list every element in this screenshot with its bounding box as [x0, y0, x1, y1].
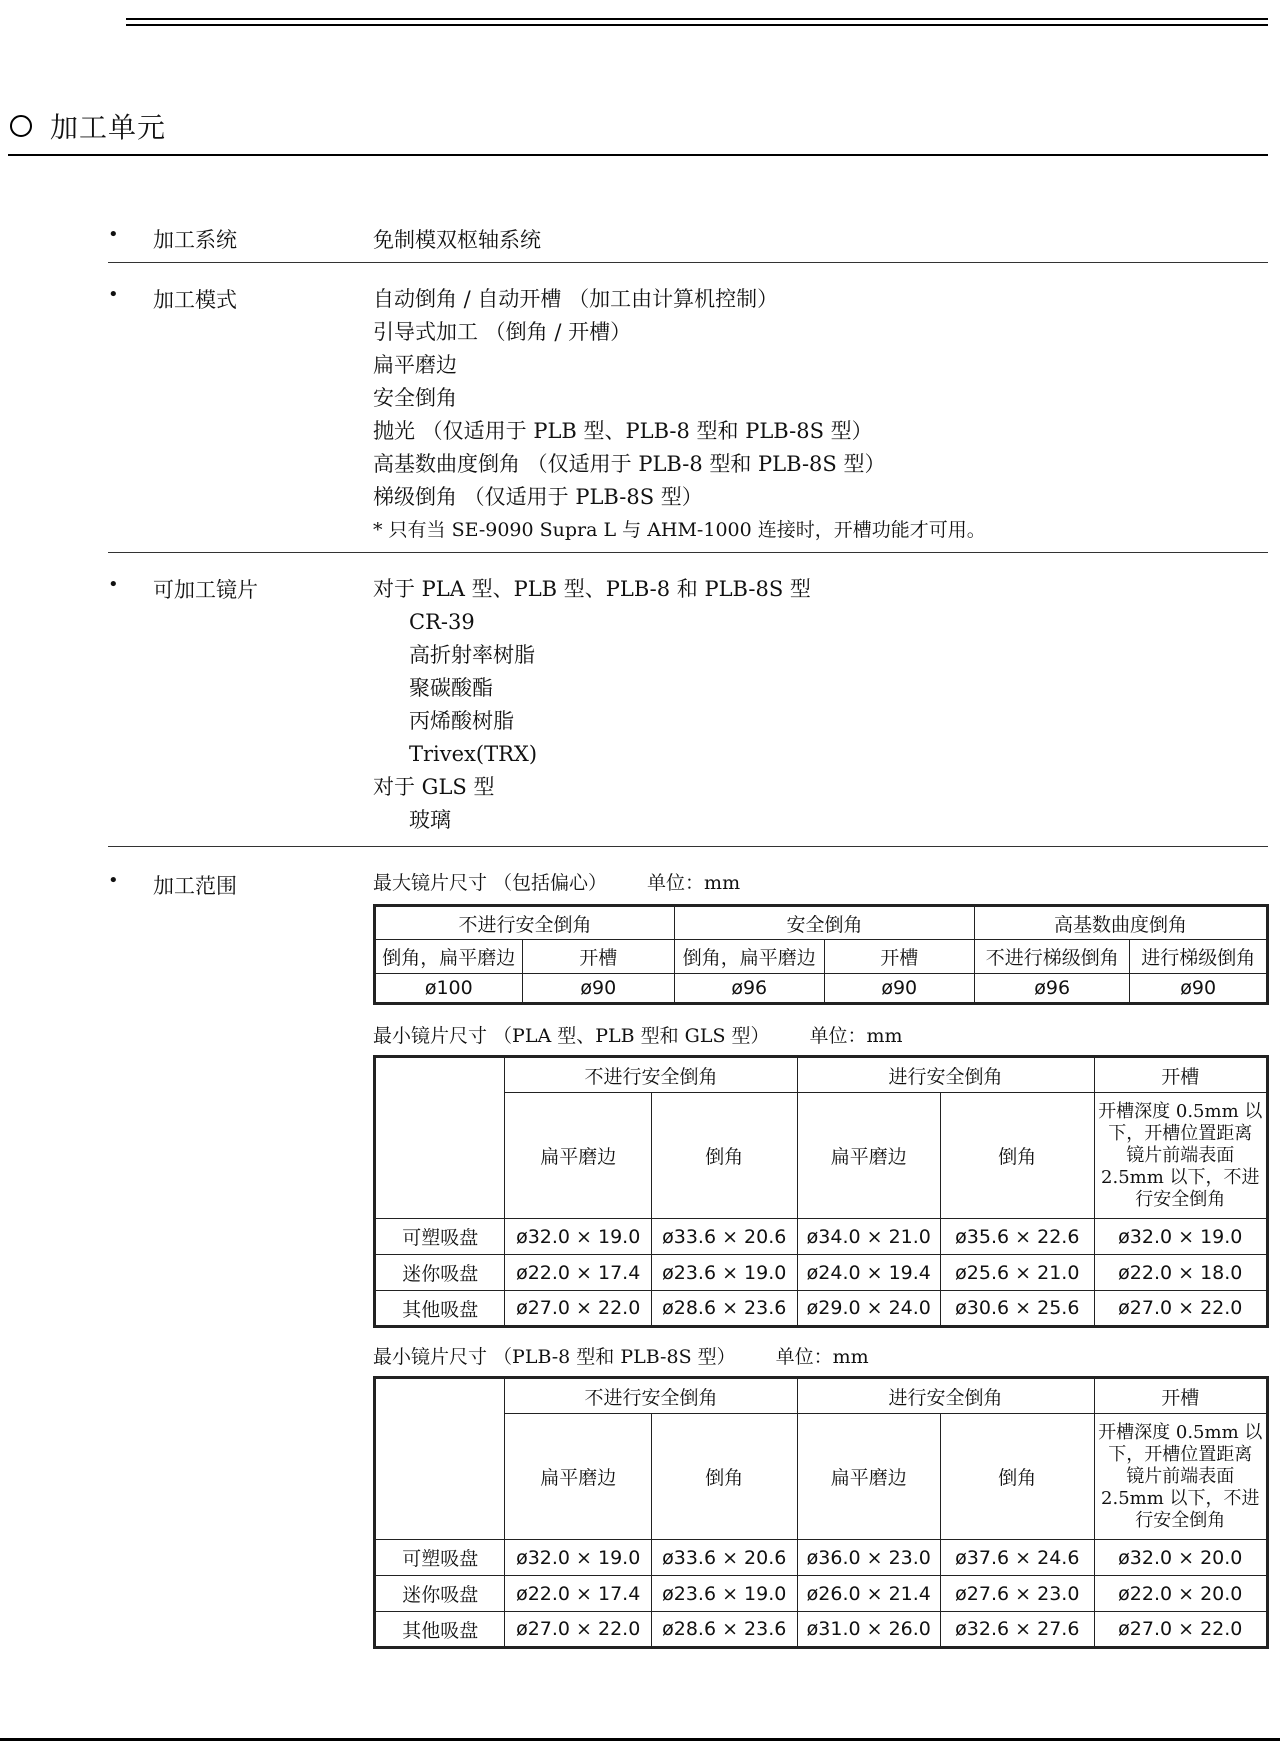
mode-item: 梯级倒角 （仅适用于 PLB-8S 型）: [373, 485, 703, 509]
sub-header: 进行梯级倒角: [1130, 940, 1268, 974]
table-cell: ø23.6 × 19.0: [651, 1576, 797, 1612]
table-cell: ø100: [375, 974, 523, 1004]
caption-text: 最小镜片尺寸 （PLB-8 型和 PLB-8S 型）: [373, 1346, 736, 1368]
mode-item: 安全倒角: [373, 386, 457, 410]
table-cell: ø90: [1130, 974, 1268, 1004]
bullet-icon: •: [108, 574, 119, 595]
corner-cell: [375, 1057, 505, 1219]
caption-text: 最大镜片尺寸 （包括偏心）: [373, 872, 608, 894]
min-table-1-caption: [373, 1021, 1269, 1051]
groove-note-line: 开槽深度 0.5mm 以: [1098, 1421, 1263, 1443]
group-header: 不进行安全倒角: [375, 906, 675, 940]
table-cell: ø27.0 × 22.0: [1094, 1291, 1267, 1327]
table-cell: ø96: [974, 974, 1129, 1004]
bullet-icon: •: [108, 284, 119, 305]
table-cell: ø32.0 × 20.0: [1094, 1540, 1267, 1576]
group-header: 进行安全倒角: [797, 1057, 1094, 1093]
groove-note-line: 开槽深度 0.5mm 以: [1098, 1100, 1263, 1122]
mode-item: 扁平磨边: [373, 353, 457, 377]
spec-label: 加工模式: [153, 288, 237, 312]
group-header: 进行安全倒角: [797, 1378, 1094, 1414]
groove-note-line: 下，开槽位置距离: [1108, 1443, 1253, 1465]
group-header: 不进行安全倒角: [505, 1057, 797, 1093]
spec-value: 免制模双枢轴系统: [373, 228, 541, 252]
caption-unit: 单位：mm: [647, 872, 741, 894]
spec-label: 可加工镜片: [153, 578, 258, 602]
row-header: 迷你吸盘: [375, 1255, 505, 1291]
group-header: 不进行安全倒角: [505, 1378, 797, 1414]
row-header: 可塑吸盘: [375, 1219, 505, 1255]
min-table-2-caption: [373, 1342, 1269, 1372]
group-header: 安全倒角: [675, 906, 975, 940]
table-cell: ø37.6 × 24.6: [941, 1540, 1094, 1576]
table-cell: ø22.0 × 18.0: [1094, 1255, 1267, 1291]
groove-note: [1094, 1093, 1267, 1219]
sub-header: 倒角，扁平磨边: [375, 940, 523, 974]
caption-unit: 单位：mm: [809, 1025, 903, 1047]
row-header: 迷你吸盘: [375, 1576, 505, 1612]
table-cell: ø32.6 × 27.6: [941, 1612, 1094, 1648]
groove-note: [1094, 1414, 1267, 1540]
table-cell: ø25.6 × 21.0: [941, 1255, 1094, 1291]
modes-list: [373, 284, 986, 548]
sub-header: 倒角: [941, 1414, 1094, 1540]
table-cell: ø32.0 × 19.0: [505, 1219, 652, 1255]
table-cell: ø32.0 × 19.0: [505, 1540, 652, 1576]
table-cell: ø33.6 × 20.6: [651, 1540, 797, 1576]
sub-header: 开槽: [522, 940, 674, 974]
groove-note-line: 下，开槽位置距离: [1108, 1122, 1253, 1144]
lens-group-title: 对于 PLA 型、PLB 型、PLB-8 和 PLB-8S 型: [373, 577, 811, 601]
mode-item: 自动倒角 / 自动开槽 （加工由计算机控制）: [373, 287, 779, 311]
min-size-table-2: [373, 1376, 1269, 1649]
group-header: 开槽: [1094, 1378, 1267, 1414]
table-cell: ø35.6 × 22.6: [941, 1219, 1094, 1255]
table-cell: ø27.6 × 23.0: [941, 1576, 1094, 1612]
lens-item: Trivex(TRX): [409, 742, 538, 766]
max-size-table: [373, 904, 1269, 1005]
row-header: 其他吸盘: [375, 1291, 505, 1327]
mode-item: 引导式加工 （倒角 / 开槽）: [373, 320, 632, 344]
table-cell: ø36.0 × 23.0: [797, 1540, 941, 1576]
table-cell: ø29.0 × 24.0: [797, 1291, 941, 1327]
lens-item: CR-39: [409, 610, 475, 634]
groove-note-line: 2.5mm 以下，不进: [1101, 1166, 1260, 1188]
table-row: [375, 1291, 1268, 1327]
table-cell: ø32.0 × 19.0: [1094, 1219, 1267, 1255]
min-size-table-1: [373, 1055, 1269, 1328]
table-cell: ø28.6 × 23.6: [651, 1612, 797, 1648]
lens-group-title: 对于 GLS 型: [373, 775, 495, 799]
table-cell: ø27.0 × 22.0: [1094, 1612, 1267, 1648]
table-cell: ø96: [675, 974, 824, 1004]
sub-header: 扁平磨边: [505, 1093, 652, 1219]
table-row: [375, 1255, 1268, 1291]
table-cell: ø24.0 × 19.4: [797, 1255, 941, 1291]
table-cell: ø22.0 × 17.4: [505, 1255, 652, 1291]
table-cell: ø33.6 × 20.6: [651, 1219, 797, 1255]
bullet-icon: •: [108, 870, 119, 891]
lenses-list: [373, 574, 811, 838]
sub-header: 扁平磨边: [505, 1414, 652, 1540]
circle-bullet-icon: [10, 115, 32, 137]
lens-item: 玻璃: [409, 808, 451, 832]
table-cell: ø34.0 × 21.0: [797, 1219, 941, 1255]
lens-item: 丙烯酸树脂: [409, 709, 514, 733]
row-header: 其他吸盘: [375, 1612, 505, 1648]
title-rule: [8, 154, 1268, 156]
sub-header: 开槽: [824, 940, 974, 974]
max-table-caption: [373, 868, 1269, 898]
mode-note: * 只有当 SE-9090 Supra L 与 AHM-1000 连接时，开槽功能才可用。: [373, 519, 986, 541]
caption-text: 最小镜片尺寸 （PLA 型、PLB 型和 GLS 型）: [373, 1025, 770, 1047]
sub-header: 倒角: [651, 1093, 797, 1219]
table-cell: ø90: [522, 974, 674, 1004]
spec-label: 加工系统: [153, 228, 237, 252]
groove-note-line: 行安全倒角: [1135, 1509, 1226, 1531]
table-cell: ø22.0 × 20.0: [1094, 1576, 1267, 1612]
mode-item: 抛光 （仅适用于 PLB 型、PLB-8 型和 PLB-8S 型）: [373, 419, 873, 443]
table-row: [375, 1219, 1268, 1255]
table-row: [375, 1612, 1268, 1648]
lens-item: 聚碳酸酯: [409, 676, 493, 700]
table-cell: ø30.6 × 25.6: [941, 1291, 1094, 1327]
section-title: [10, 106, 166, 146]
table-cell: ø28.6 × 23.6: [651, 1291, 797, 1327]
corner-cell: [375, 1378, 505, 1540]
table-cell: ø22.0 × 17.4: [505, 1576, 652, 1612]
groove-note-line: 2.5mm 以下，不进: [1101, 1487, 1260, 1509]
sub-header: 倒角，扁平磨边: [675, 940, 824, 974]
group-header: 开槽: [1094, 1057, 1267, 1093]
sub-header: 倒角: [651, 1414, 797, 1540]
table-cell: ø27.0 × 22.0: [505, 1291, 652, 1327]
group-header: 高基数曲度倒角: [974, 906, 1267, 940]
divider: [108, 262, 1268, 263]
table-row: [375, 1540, 1268, 1576]
range-tables: [373, 868, 1269, 1649]
groove-note-line: 镜片前端表面: [1126, 1465, 1235, 1487]
lens-item: 高折射率树脂: [409, 643, 535, 667]
title-text: 加工单元: [50, 111, 167, 144]
table-cell: ø27.0 × 22.0: [505, 1612, 652, 1648]
spec-label: 加工范围: [153, 874, 237, 898]
bottom-rule: [0, 1738, 1280, 1741]
caption-unit: 单位：mm: [775, 1346, 869, 1368]
table-cell: ø23.6 × 19.0: [651, 1255, 797, 1291]
groove-note-line: 镜片前端表面: [1126, 1144, 1235, 1166]
sub-header: 扁平磨边: [797, 1093, 941, 1219]
bullet-icon: •: [108, 224, 119, 245]
divider: [108, 552, 1268, 553]
table-cell: ø90: [824, 974, 974, 1004]
groove-note-line: 行安全倒角: [1135, 1188, 1226, 1210]
sub-header: 倒角: [941, 1093, 1094, 1219]
divider: [108, 846, 1268, 847]
table-row: [375, 1576, 1268, 1612]
table-cell: ø26.0 × 21.4: [797, 1576, 941, 1612]
mode-item: 高基数曲度倒角 （仅适用于 PLB-8 型和 PLB-8S 型）: [373, 452, 886, 476]
sub-header: 不进行梯级倒角: [974, 940, 1129, 974]
row-header: 可塑吸盘: [375, 1540, 505, 1576]
table-cell: ø31.0 × 26.0: [797, 1612, 941, 1648]
sub-header: 扁平磨边: [797, 1414, 941, 1540]
top-double-rule: [126, 18, 1268, 26]
